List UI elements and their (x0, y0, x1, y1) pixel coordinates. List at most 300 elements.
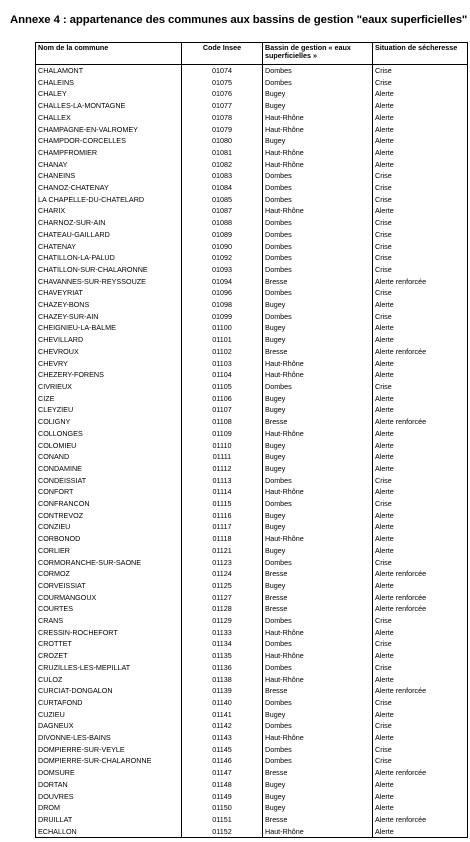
table-row (36, 358, 468, 370)
situation-status: Alerte (373, 486, 468, 498)
bassin-name: Dombes (263, 241, 373, 253)
table-row (36, 767, 468, 779)
table-row (36, 533, 468, 545)
commune-name: CORBONOD (36, 533, 182, 545)
bassin-name: Dombes (263, 170, 373, 182)
commune-name: CULOZ (36, 674, 182, 686)
situation-status: Alerte (373, 732, 468, 744)
insee-code: 01118 (182, 533, 263, 545)
table-row (36, 557, 468, 569)
bassin-name: Bugey (263, 510, 373, 522)
situation-status: Crise (373, 475, 468, 487)
bassin-name: Haut-Rhône (263, 159, 373, 171)
insee-code: 01103 (182, 358, 263, 370)
bassin-name: Dombes (263, 381, 373, 393)
insee-code: 01124 (182, 568, 263, 580)
header-insee: Code Insee (182, 43, 263, 65)
bassin-name: Bresse (263, 416, 373, 428)
bassin-name: Haut-Rhône (263, 486, 373, 498)
insee-code: 01080 (182, 135, 263, 147)
commune-name: CHEZERY-FORENS (36, 369, 182, 381)
insee-code: 01081 (182, 147, 263, 159)
bassin-name: Haut-Rhône (263, 428, 373, 440)
bassin-name: Dombes (263, 287, 373, 299)
insee-code: 01146 (182, 755, 263, 767)
situation-status: Crise (373, 252, 468, 264)
table-row (36, 638, 468, 650)
situation-status: Alerte (373, 545, 468, 557)
commune-name: CHAVEYRIAT (36, 287, 182, 299)
bassin-name: Haut-Rhône (263, 369, 373, 381)
table-row (36, 229, 468, 241)
insee-code: 01141 (182, 709, 263, 721)
commune-name: CHARNOZ-SUR-AIN (36, 217, 182, 229)
commune-name: CHATEAU-GAILLARD (36, 229, 182, 241)
situation-status: Crise (373, 720, 468, 732)
table-row (36, 615, 468, 627)
situation-status: Alerte (373, 124, 468, 136)
commune-name: COURMANGOUX (36, 592, 182, 604)
bassin-name: Dombes (263, 755, 373, 767)
table-row (36, 299, 468, 311)
commune-name: DORTAN (36, 779, 182, 791)
insee-code: 01079 (182, 124, 263, 136)
commune-name: COLLONGES (36, 428, 182, 440)
commune-name: DOUVRES (36, 791, 182, 803)
header-bassin: Bassin de gestion « eaux superficielles » (263, 43, 373, 65)
bassin-name: Bugey (263, 521, 373, 533)
insee-code: 01147 (182, 767, 263, 779)
commune-name: DAGNEUX (36, 720, 182, 732)
bassin-name: Bugey (263, 88, 373, 100)
bassin-name: Haut-Rhône (263, 147, 373, 159)
bassin-name: Bresse (263, 814, 373, 826)
bassin-name: Haut-Rhône (263, 674, 373, 686)
situation-status: Alerte renforcée (373, 346, 468, 358)
table-row (36, 709, 468, 721)
situation-status: Crise (373, 615, 468, 627)
bassin-name: Bresse (263, 346, 373, 358)
bassin-name: Bugey (263, 404, 373, 416)
commune-name: CHAMPFROMIER (36, 147, 182, 159)
insee-code: 01115 (182, 498, 263, 510)
table-row (36, 755, 468, 767)
commune-name: CONDEISSIAT (36, 475, 182, 487)
situation-status: Alerte (373, 650, 468, 662)
insee-code: 01104 (182, 369, 263, 381)
insee-code: 01101 (182, 334, 263, 346)
table-row (36, 779, 468, 791)
bassin-name: Dombes (263, 720, 373, 732)
table-row (36, 159, 468, 171)
commune-name: CHANEINS (36, 170, 182, 182)
commune-name: CLEYZIEU (36, 404, 182, 416)
commune-name: CRANS (36, 615, 182, 627)
table-header-row (36, 43, 468, 65)
insee-code: 01136 (182, 662, 263, 674)
situation-status: Alerte (373, 674, 468, 686)
commune-name: CRUZILLES-LES-MEPILLAT (36, 662, 182, 674)
insee-code: 01149 (182, 791, 263, 803)
insee-code: 01125 (182, 580, 263, 592)
situation-status: Alerte (373, 580, 468, 592)
table-row (36, 287, 468, 299)
commune-name: CHAZEY-SUR-AIN (36, 311, 182, 323)
commune-name: CONTREVOZ (36, 510, 182, 522)
insee-code: 01150 (182, 802, 263, 814)
commune-name: CIVRIEUX (36, 381, 182, 393)
bassin-name: Bugey (263, 322, 373, 334)
commune-name: CIZE (36, 393, 182, 405)
insee-code: 01107 (182, 404, 263, 416)
bassin-name: Bresse (263, 685, 373, 697)
commune-name: CHARIX (36, 205, 182, 217)
table-row (36, 451, 468, 463)
table-row (36, 580, 468, 592)
commune-name: CHEIGNIEU-LA-BALME (36, 322, 182, 334)
situation-status: Crise (373, 638, 468, 650)
insee-code: 01084 (182, 182, 263, 194)
situation-status: Crise (373, 65, 468, 77)
commune-name: CUZIEU (36, 709, 182, 721)
bassin-name: Dombes (263, 194, 373, 206)
insee-code: 01121 (182, 545, 263, 557)
insee-code: 01128 (182, 603, 263, 615)
table-row (36, 393, 468, 405)
bassin-name: Dombes (263, 77, 373, 89)
table-row (36, 322, 468, 334)
situation-status: Alerte (373, 463, 468, 475)
table-row (36, 603, 468, 615)
insee-code: 01078 (182, 112, 263, 124)
table-row (36, 217, 468, 229)
table-row (36, 440, 468, 452)
commune-name: CONZIEU (36, 521, 182, 533)
commune-name: DIVONNE-LES-BAINS (36, 732, 182, 744)
bassin-name: Dombes (263, 697, 373, 709)
situation-status: Alerte (373, 334, 468, 346)
commune-name: CONFRANCON (36, 498, 182, 510)
table-row (36, 346, 468, 358)
situation-status: Alerte (373, 826, 468, 838)
bassin-name: Dombes (263, 217, 373, 229)
insee-code: 01076 (182, 88, 263, 100)
bassin-name: Bresse (263, 276, 373, 288)
situation-status: Alerte (373, 709, 468, 721)
table-row (36, 498, 468, 510)
commune-name: CORMORANCHE-SUR-SAONE (36, 557, 182, 569)
commune-name: CONFORT (36, 486, 182, 498)
situation-status: Alerte (373, 299, 468, 311)
situation-status: Alerte (373, 440, 468, 452)
insee-code: 01096 (182, 287, 263, 299)
insee-code: 01085 (182, 194, 263, 206)
insee-code: 01109 (182, 428, 263, 440)
table-body (36, 65, 468, 838)
situation-status: Alerte (373, 627, 468, 639)
situation-status: Alerte (373, 159, 468, 171)
insee-code: 01093 (182, 264, 263, 276)
insee-code: 01138 (182, 674, 263, 686)
bassin-name: Bresse (263, 592, 373, 604)
insee-code: 01077 (182, 100, 263, 112)
bassin-name: Bugey (263, 393, 373, 405)
table-row (36, 662, 468, 674)
insee-code: 01094 (182, 276, 263, 288)
bassin-name: Dombes (263, 264, 373, 276)
bassin-name: Bugey (263, 135, 373, 147)
insee-code: 01090 (182, 241, 263, 253)
table-row (36, 135, 468, 147)
insee-code: 01145 (182, 744, 263, 756)
bassin-name: Bugey (263, 299, 373, 311)
commune-name: CHEVILLARD (36, 334, 182, 346)
insee-code: 01151 (182, 814, 263, 826)
situation-status: Crise (373, 229, 468, 241)
insee-code: 01142 (182, 720, 263, 732)
situation-status: Crise (373, 287, 468, 299)
insee-code: 01114 (182, 486, 263, 498)
insee-code: 01143 (182, 732, 263, 744)
situation-status: Crise (373, 182, 468, 194)
table-row (36, 88, 468, 100)
bassin-name: Bresse (263, 767, 373, 779)
header-situation: Situation de sécheresse (373, 43, 468, 65)
situation-status: Alerte (373, 147, 468, 159)
situation-status: Crise (373, 170, 468, 182)
commune-name: DOMSURE (36, 767, 182, 779)
insee-code: 01134 (182, 638, 263, 650)
insee-code: 01092 (182, 252, 263, 264)
situation-status: Alerte (373, 802, 468, 814)
situation-status: Alerte (373, 779, 468, 791)
situation-status: Alerte renforcée (373, 685, 468, 697)
insee-code: 01098 (182, 299, 263, 311)
table-row (36, 416, 468, 428)
insee-code: 01100 (182, 322, 263, 334)
commune-name: CROTTET (36, 638, 182, 650)
bassin-name: Bresse (263, 568, 373, 580)
commune-name: CURCIAT-DONGALON (36, 685, 182, 697)
insee-code: 01089 (182, 229, 263, 241)
bassin-name: Bugey (263, 440, 373, 452)
situation-status: Crise (373, 264, 468, 276)
bassin-name: Bugey (263, 463, 373, 475)
situation-status: Alerte (373, 135, 468, 147)
bassin-name: Haut-Rhône (263, 533, 373, 545)
situation-status: Crise (373, 557, 468, 569)
table-row (36, 826, 468, 838)
table-row (36, 802, 468, 814)
insee-code: 01111 (182, 451, 263, 463)
table-row (36, 334, 468, 346)
table-row (36, 475, 468, 487)
page-title: Annexe 4 : appartenance des communes aux bassins de gestion "eaux superficielles" (10, 14, 468, 26)
commune-name: CHATILLON-LA-PALUD (36, 252, 182, 264)
situation-status: Alerte renforcée (373, 276, 468, 288)
bassin-name: Haut-Rhône (263, 732, 373, 744)
situation-status: Crise (373, 77, 468, 89)
situation-status: Alerte renforcée (373, 416, 468, 428)
bassin-name: Dombes (263, 557, 373, 569)
table-row (36, 381, 468, 393)
situation-status: Alerte (373, 451, 468, 463)
table-row (36, 182, 468, 194)
table-row (36, 100, 468, 112)
bassin-name: Dombes (263, 252, 373, 264)
table-row (36, 252, 468, 264)
situation-status: Alerte (373, 322, 468, 334)
table-row (36, 276, 468, 288)
commune-name: CHAMPDOR-CORCELLES (36, 135, 182, 147)
insee-code: 01108 (182, 416, 263, 428)
commune-name: ECHALLON (36, 826, 182, 838)
situation-status: Alerte (373, 369, 468, 381)
commune-name: CRESSIN-ROCHEFORT (36, 627, 182, 639)
situation-status: Alerte renforcée (373, 603, 468, 615)
situation-status: Alerte (373, 791, 468, 803)
table-row (36, 404, 468, 416)
commune-name: DOMPIERRE-SUR-CHALARONNE (36, 755, 182, 767)
insee-code: 01088 (182, 217, 263, 229)
bassin-name: Dombes (263, 662, 373, 674)
situation-status: Alerte (373, 393, 468, 405)
situation-status: Crise (373, 498, 468, 510)
insee-code: 01110 (182, 440, 263, 452)
situation-status: Crise (373, 662, 468, 674)
bassin-name: Dombes (263, 182, 373, 194)
bassin-name: Haut-Rhône (263, 124, 373, 136)
insee-code: 01087 (182, 205, 263, 217)
commune-name: DOMPIERRE-SUR-VEYLE (36, 744, 182, 756)
table-row (36, 264, 468, 276)
commune-name: CHEVROUX (36, 346, 182, 358)
bassin-name: Haut-Rhône (263, 358, 373, 370)
bassin-name: Bugey (263, 100, 373, 112)
commune-name: CURTAFOND (36, 697, 182, 709)
situation-status: Alerte (373, 205, 468, 217)
insee-code: 01117 (182, 521, 263, 533)
table-row (36, 369, 468, 381)
bassin-name: Haut-Rhône (263, 650, 373, 662)
bassin-name: Haut-Rhône (263, 627, 373, 639)
commune-name: CHAVANNES-SUR-REYSSOUZE (36, 276, 182, 288)
commune-name: CHAMPAGNE-EN-VALROMEY (36, 124, 182, 136)
insee-code: 01129 (182, 615, 263, 627)
bassin-name: Bugey (263, 334, 373, 346)
insee-code: 01075 (182, 77, 263, 89)
table-row (36, 521, 468, 533)
situation-status: Crise (373, 194, 468, 206)
situation-status: Alerte (373, 88, 468, 100)
commune-name: CORLIER (36, 545, 182, 557)
header-commune: Nom de la commune (36, 43, 182, 65)
situation-status: Alerte renforcée (373, 767, 468, 779)
commune-name: CORVEISSIAT (36, 580, 182, 592)
communes-table (35, 42, 468, 838)
bassin-name: Bresse (263, 603, 373, 615)
bassin-name: Bugey (263, 709, 373, 721)
commune-name: COURTES (36, 603, 182, 615)
situation-status: Alerte (373, 358, 468, 370)
table-row (36, 510, 468, 522)
insee-code: 01127 (182, 592, 263, 604)
situation-status: Alerte (373, 404, 468, 416)
table-row (36, 147, 468, 159)
commune-name: CHATENAY (36, 241, 182, 253)
insee-code: 01116 (182, 510, 263, 522)
bassin-name: Dombes (263, 638, 373, 650)
situation-status: Alerte (373, 521, 468, 533)
table-row (36, 545, 468, 557)
bassin-name: Bugey (263, 802, 373, 814)
insee-code: 01112 (182, 463, 263, 475)
situation-status: Crise (373, 311, 468, 323)
commune-name: CHANOZ-CHATENAY (36, 182, 182, 194)
table-row (36, 241, 468, 253)
insee-code: 01140 (182, 697, 263, 709)
table-row (36, 124, 468, 136)
table-row (36, 486, 468, 498)
situation-status: Alerte renforcée (373, 592, 468, 604)
insee-code: 01102 (182, 346, 263, 358)
table-row (36, 463, 468, 475)
commune-name: CHATILLON-SUR-CHALARONNE (36, 264, 182, 276)
table-row (36, 732, 468, 744)
commune-name: CROZET (36, 650, 182, 662)
table-row (36, 720, 468, 732)
situation-status: Alerte (373, 533, 468, 545)
table-row (36, 744, 468, 756)
commune-name: CHALAMONT (36, 65, 182, 77)
bassin-name: Bugey (263, 580, 373, 592)
bassin-name: Haut-Rhône (263, 826, 373, 838)
commune-name: CHALLEX (36, 112, 182, 124)
table-row (36, 170, 468, 182)
bassin-name: Dombes (263, 311, 373, 323)
situation-status: Alerte (373, 100, 468, 112)
commune-name: CHALEINS (36, 77, 182, 89)
commune-name: CONDAMINE (36, 463, 182, 475)
table-row (36, 592, 468, 604)
table-row (36, 194, 468, 206)
table-row (36, 814, 468, 826)
situation-status: Crise (373, 241, 468, 253)
situation-status: Crise (373, 381, 468, 393)
situation-status: Alerte renforcée (373, 814, 468, 826)
situation-status: Alerte (373, 510, 468, 522)
table-row (36, 568, 468, 580)
commune-name: COLOMIEU (36, 440, 182, 452)
bassin-name: Bugey (263, 451, 373, 463)
table-row (36, 77, 468, 89)
commune-name: CHEVRY (36, 358, 182, 370)
table-row (36, 112, 468, 124)
table-row (36, 428, 468, 440)
bassin-name: Dombes (263, 65, 373, 77)
insee-code: 01135 (182, 650, 263, 662)
insee-code: 01099 (182, 311, 263, 323)
bassin-name: Dombes (263, 744, 373, 756)
bassin-name: Bugey (263, 791, 373, 803)
table-row (36, 650, 468, 662)
bassin-name: Haut-Rhône (263, 112, 373, 124)
table-row (36, 685, 468, 697)
situation-status: Crise (373, 744, 468, 756)
insee-code: 01082 (182, 159, 263, 171)
bassin-name: Haut-Rhône (263, 205, 373, 217)
bassin-name: Dombes (263, 498, 373, 510)
